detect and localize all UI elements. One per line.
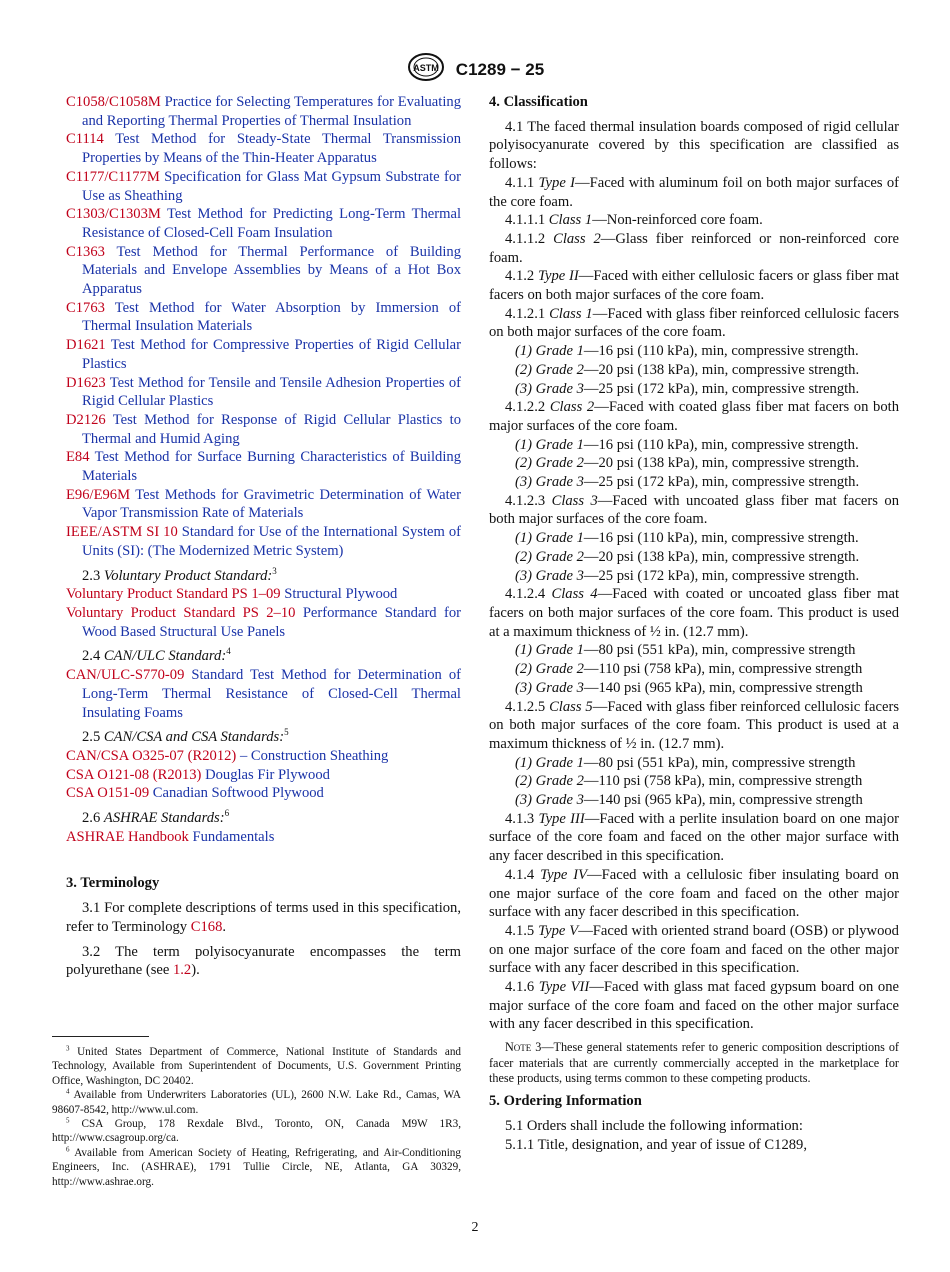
reference-entry — [66, 766, 461, 785]
section-2-6-heading: 2.6 ASHRAE Standards:$^6$ — [82, 808, 230, 827]
reference-title-link[interactable]: Specification for Glass Mat Gypsum Substrate for Use as Sheathing — [82, 168, 461, 204]
reference-code-link[interactable]: ASHRAE Handbook — [66, 828, 189, 845]
grade-text: —25 psi (172 kPa), min, compressive strength. — [583, 567, 860, 584]
paragraph-3-1: 3.1 For complete descriptions of terms used in this specification, refer to Terminology C168. — [66, 900, 461, 935]
reference-code-link[interactable]: CAN/CSA O325-07 (R2012) — [66, 747, 237, 764]
para-number: 4.1.2.1 — [505, 305, 546, 322]
reference-code-link[interactable]: CSA O151-09 — [66, 785, 150, 802]
grade-item — [489, 641, 899, 660]
reference-code-link[interactable]: D1623 — [66, 374, 106, 391]
footnote-5 — [52, 1117, 461, 1146]
para-text: —Faced with glass mat faced gypsum board on one major surface of the core foam and faced on the other major surface with any facer described in this specification. — [489, 979, 899, 1033]
reference-title-link[interactable]: Structural Plywood — [284, 586, 398, 603]
grade-text: —110 psi (758 kPa), min, compressive strength — [583, 661, 863, 678]
grade-text: —16 psi (110 kPa), min, compressive strength. — [583, 436, 859, 453]
grade-label: (2) Grade 2 — [515, 455, 584, 472]
para-number: 4.1.2.4 — [505, 586, 546, 603]
reference-entry — [66, 168, 461, 205]
grade-label: (1) Grade 1 — [515, 754, 584, 771]
paragraph-4-1-1-1 — [489, 211, 899, 230]
reference-code-link[interactable]: Voluntary Product Standard PS 2–10 — [66, 604, 296, 621]
para-number: 4.1.4 — [505, 866, 535, 883]
grade-item — [489, 436, 899, 455]
para-number: 4.1.1.2 — [505, 230, 546, 247]
footnote-marker: 4 — [66, 1087, 70, 1096]
grade-label: (3) Grade 3 — [515, 567, 584, 584]
note-label: Note 3 — [505, 1040, 542, 1055]
grade-text: —20 psi (138 kPa), min, compressive strength. — [583, 455, 860, 472]
reference-code-link[interactable]: E84 — [66, 449, 90, 466]
reference-entry — [66, 299, 461, 336]
svg-text:ASTM: ASTM — [413, 63, 439, 73]
grade-label: (3) Grade 3 — [515, 380, 584, 397]
section-2-4-heading: 2.4 CAN/ULC Standard:$^4$ — [82, 646, 231, 665]
document-designation: C1289 − 25 — [455, 59, 545, 79]
reference-title-link[interactable]: Test Method for Surface Burning Characteristics of Building Materials — [82, 449, 461, 485]
reference-entry — [66, 784, 461, 803]
footnote-marker: 6 — [66, 1145, 70, 1154]
reference-entry — [66, 411, 461, 448]
paragraph-4-1-1-2 — [489, 230, 899, 267]
para-text: —Faced with coated glass fiber mat facers on both major surfaces of the core foam. — [489, 399, 899, 434]
grade-label: (1) Grade 1 — [515, 530, 584, 547]
reference-code-link[interactable]: C1763 — [66, 299, 105, 316]
grade-text: —20 psi (138 kPa), min, compressive strength. — [583, 361, 860, 378]
reference-entry — [66, 523, 461, 560]
reference-title-link[interactable]: Practice for Selecting Temperatures for Evaluating and Reporting Thermal Properties of Thermal Insulation — [82, 94, 461, 129]
c168-link[interactable]: C168 — [190, 918, 223, 935]
grade-item — [489, 473, 899, 492]
paragraph-5-1: 5.1 Orders shall include the following information: — [505, 1118, 803, 1135]
page-number: 2 — [471, 1220, 479, 1235]
grade-label: (3) Grade 3 — [515, 679, 584, 696]
para-term: Class 1 — [549, 305, 593, 322]
grade-text: —80 psi (551 kPa), min, compressive strength — [583, 642, 856, 659]
paragraph-4-1-2-3 — [489, 492, 899, 529]
reference-code-link[interactable]: C1303/C1303M — [66, 206, 161, 223]
reference-title-link[interactable]: Standard Test Method for Determination of Long-Term Thermal Resistance of Closed-Cell Thermal Insulating Foams — [82, 667, 461, 721]
grade-text: —80 psi (551 kPa), min, compressive strength — [583, 754, 856, 771]
grade-item — [489, 772, 899, 791]
para-number: 4.1.2.2 — [505, 399, 546, 416]
footnotes — [52, 1036, 461, 1189]
para-number: 4.1.5 — [505, 922, 535, 939]
reference-code-link[interactable]: C1363 — [66, 243, 105, 260]
grade-text: —140 psi (965 kPa), min, compressive strength — [583, 792, 863, 809]
referenced-documents-list — [66, 93, 461, 561]
reference-entry — [66, 747, 461, 766]
reference-code-link[interactable]: C1114 — [66, 131, 104, 148]
reference-entry — [66, 666, 461, 722]
para-term: Type II — [537, 268, 579, 285]
grade-item — [489, 380, 899, 399]
para-term: Type I — [538, 174, 575, 191]
grade-item — [489, 529, 899, 548]
paragraph-4-1-2-1 — [489, 305, 899, 342]
grade-label: (3) Grade 3 — [515, 474, 584, 491]
reference-entry — [66, 374, 461, 411]
para-number: 4.1.6 — [505, 979, 535, 996]
reference-title-link[interactable]: Test Method for Compressive Properties of Rigid Cellular Plastics — [82, 337, 461, 372]
footnote-text: Available from Underwriters Laboratories (UL), 2600 N.W. Lake Rd., Camas, WA 98607-8542, http://www.ul.com. — [52, 1089, 461, 1116]
grade-text: —110 psi (758 kPa), min, compressive strength — [583, 773, 863, 790]
para-text: —Faced with glass fiber reinforced cellulosic facers on both major surfaces of the core foam. This product is used at a maximum thickness of ½ in. (12.7 mm). — [489, 698, 900, 752]
reference-entry — [66, 243, 461, 299]
grade-label: (1) Grade 1 — [515, 642, 584, 659]
reference-entry — [66, 130, 461, 167]
grade-item — [489, 548, 899, 567]
footnote-text: United States Department of Commerce, National Institute of Standards and Technology, Available from Superintendent of Documents, U.S. Government Printing Office, Washington, DC 20402. — [52, 1046, 462, 1087]
reference-entry — [66, 336, 461, 373]
grade-label: (2) Grade 2 — [515, 548, 584, 565]
reference-entry — [66, 93, 461, 130]
paragraph-4-1-2-5 — [489, 698, 899, 754]
note-text: —These general statements refer to generic composition descriptions of facer materials that are currently commercially accepted in the marketplace for these products, using terms common to these competing products. — [489, 1040, 899, 1085]
para-text: —Faced with a perlite insulation board on one major surface of the core foam and faced on the other major surface with any facer described in this specification. — [489, 810, 900, 865]
reference-title-link[interactable]: Test Method for Thermal Performance of Building Materials and Envelope Assemblies by Means of a Hot Box Apparatus — [82, 243, 461, 298]
astm-logo-icon — [406, 52, 446, 87]
para-term: Class 2 — [553, 230, 601, 247]
section-2-3-refs — [66, 585, 461, 641]
footnote-6 — [52, 1146, 461, 1189]
grade-text: —140 psi (965 kPa), min, compressive strength — [583, 679, 863, 696]
reference-entry — [66, 205, 461, 242]
reference-code-link[interactable]: D1621 — [66, 337, 106, 354]
para-term: Type V — [538, 922, 579, 939]
footnote-4 — [52, 1088, 461, 1117]
section-3-heading: 3. Terminology — [66, 875, 160, 892]
paragraph-4-1-1 — [489, 174, 899, 211]
paragraph-5-1-1: 5.1.1 Title, designation, and year of issue of C1289, — [505, 1136, 807, 1153]
para-number: 4.1.3 — [505, 810, 535, 827]
para-text: —Faced with glass fiber reinforced cellulosic facers on both major surfaces of the core foam. — [489, 305, 900, 341]
note-3 — [489, 1040, 899, 1086]
reference-code-link[interactable]: E96/E96M — [66, 486, 131, 503]
grade-text: —16 psi (110 kPa), min, compressive strength. — [583, 343, 859, 360]
para-text: —Glass fiber reinforced or non-reinforced core foam. — [489, 230, 900, 266]
left-column — [66, 93, 461, 980]
grade-item — [489, 791, 899, 810]
section-2-4-refs — [66, 666, 461, 722]
para-number: 4.1.2.3 — [505, 492, 546, 509]
para-term: Class 1 — [548, 212, 593, 229]
paragraph-3-2: 3.2 The term polyisocyanurate encompasses the term polyurethane (see 1.2). — [66, 943, 461, 979]
paragraph-4-1-2-2 — [489, 398, 899, 435]
grade-label: (2) Grade 2 — [515, 773, 584, 790]
grade-item — [489, 754, 899, 773]
section-2-5-refs — [66, 747, 461, 803]
section-4-heading: 4. Classification — [489, 94, 588, 110]
reference-title-link[interactable]: Standard for Use of the International System of Units (SI): (The Modernized Metric System) — [82, 524, 461, 559]
para-term: Class 5 — [549, 698, 593, 715]
reference-code-link[interactable]: CSA O121-08 (R2013) — [66, 766, 202, 783]
right-column — [489, 93, 899, 1154]
paragraph-4-1-2-4 — [489, 585, 899, 641]
grade-text: —25 psi (172 kPa), min, compressive strength. — [583, 474, 860, 491]
para-term: Type VII — [538, 979, 590, 996]
footnote-text: Available from American Society of Heating, Refrigerating, and Air-Conditioning Engineers, Inc. (ASHRAE), 1791 Tullie Circle, NE, Atlanta, GA 30329, http://www.ashrae.org. — [52, 1146, 461, 1188]
paragraph-4-1-5 — [489, 922, 899, 978]
reference-code-link[interactable]: Voluntary Product Standard PS 1–09 — [66, 586, 281, 603]
footnote-rule — [52, 1036, 149, 1037]
para-term: Type III — [538, 810, 585, 827]
grade-label: (2) Grade 2 — [515, 661, 584, 678]
grade-item — [489, 679, 899, 698]
grade-item — [489, 454, 899, 473]
grade-item — [489, 361, 899, 380]
reference-title-link[interactable]: – Construction Sheathing — [239, 747, 389, 764]
para-number: 4.1.1 — [505, 174, 535, 191]
reference-title-link[interactable]: Test Method for Water Absorption by Immersion of Thermal Insulation Materials — [82, 299, 461, 335]
grade-label: (3) Grade 3 — [515, 792, 584, 809]
reference-code-link[interactable]: C1177/C1177M — [66, 168, 160, 185]
reference-title-link[interactable]: Test Methods for Gravimetric Determination of Water Vapor Transmission Rate of Materials — [82, 486, 461, 522]
grade-item — [489, 342, 899, 361]
para-text: —Faced with aluminum foil on both major surfaces of the core foam. — [489, 174, 899, 210]
reference-title-link[interactable]: Test Method for Steady-State Thermal Transmission Properties by Means of the Thin-Heater Apparatus — [82, 131, 461, 167]
grade-item — [489, 660, 899, 679]
reference-title-link[interactable]: Test Method for Response of Rigid Cellular Plastics to Thermal and Humid Aging — [82, 411, 461, 447]
page-header — [0, 52, 950, 87]
reference-title-link[interactable]: Fundamentals — [192, 828, 275, 845]
para-text: —Faced with oriented strand board (OSB) or plywood on one major surface of the core foam and faced on the other major surface with any facer described in this specification. — [489, 922, 899, 977]
grade-text: —25 psi (172 kPa), min, compressive strength. — [583, 380, 860, 397]
grade-text: —20 psi (138 kPa), min, compressive strength. — [583, 548, 860, 565]
reference-title-link[interactable]: Douglas Fir Plywood — [205, 766, 330, 783]
reference-code-link[interactable]: IEEE/ASTM SI 10 — [66, 524, 178, 541]
para-term: Class 3 — [551, 492, 598, 509]
reference-code-link[interactable]: CAN/ULC-S770-09 — [66, 667, 185, 684]
section-1-2-link[interactable]: 1.2 — [172, 962, 192, 979]
grade-label: (2) Grade 2 — [515, 361, 584, 378]
para-number: 4.1.1.1 — [505, 212, 546, 229]
footnote-text: CSA Group, 178 Rexdale Blvd., Toronto, ON, Canada M9W 1R3, http://www.csagroup.org/ca. — [52, 1118, 461, 1145]
reference-entry — [66, 828, 461, 847]
footnote-marker: 3 — [66, 1044, 70, 1053]
reference-title-link[interactable]: Canadian Softwood Plywood — [152, 785, 324, 802]
paragraph-4-1-3 — [489, 810, 899, 866]
paragraph-4-1: 4.1 The faced thermal insulation boards composed of rigid cellular polyisocyanurate covered by this specification are classified as follows: — [489, 118, 899, 173]
grade-item — [489, 567, 899, 586]
para-number: 4.1.2 — [505, 268, 535, 285]
paragraph-4-1-6 — [489, 978, 899, 1034]
para-term: Type IV — [540, 866, 588, 883]
paragraph-4-1-2 — [489, 267, 899, 304]
reference-title-link[interactable]: Test Method for Predicting Long-Term Thermal Resistance of Closed-Cell Foam Insulation — [82, 206, 461, 241]
para-text: —Faced with uncoated glass fiber mat facers on both major surfaces of the core foam. — [489, 492, 899, 528]
reference-entry — [66, 448, 461, 485]
grade-label: (1) Grade 1 — [515, 343, 584, 360]
reference-title-link[interactable]: Test Method for Tensile and Tensile Adhesion Properties of Rigid Cellular Plastics — [82, 374, 461, 410]
paragraph-4-1-4 — [489, 866, 899, 922]
para-text: —Faced with coated or uncoated glass fiber mat facers on both major surfaces of the core foam. This product is used at a maximum thickness of ½ in. (12.7 mm). — [489, 586, 899, 640]
para-number: 4.1.2.5 — [505, 698, 546, 715]
reference-entry — [66, 604, 461, 641]
section-2-5-heading: 2.5 CAN/CSA and CSA Standards:$^5$ — [82, 727, 289, 746]
section-2-6-refs — [66, 828, 461, 847]
reference-code-link[interactable]: D2126 — [66, 411, 106, 428]
reference-entry — [66, 585, 461, 604]
footnote-3 — [52, 1045, 461, 1088]
section-5-heading: 5. Ordering Information — [489, 1093, 642, 1110]
reference-entry — [66, 486, 461, 523]
reference-title-link[interactable]: Performance Standard for Wood Based Structural Use Panels — [82, 604, 461, 640]
para-term: Class 2 — [549, 399, 595, 416]
grade-text: —16 psi (110 kPa), min, compressive strength. — [583, 530, 859, 547]
section-2-3-heading: 2.3 Voluntary Product Standard:$^3$ — [82, 565, 277, 584]
para-text: —Faced with a cellulosic fiber insulating board on one major surface of the core foam and faced on the other major surface with any facer described in this specification. — [489, 866, 899, 921]
para-text: —Non-reinforced core foam. — [592, 212, 763, 229]
para-text: —Faced with either cellulosic facers or glass fiber mat facers on both major surfaces of the core foam. — [489, 268, 899, 304]
para-term: Class 4 — [551, 586, 598, 603]
grade-label: (1) Grade 1 — [515, 436, 584, 453]
reference-code-link[interactable]: C1058/C1058M — [66, 94, 161, 110]
footnote-marker: 5 — [66, 1116, 70, 1125]
